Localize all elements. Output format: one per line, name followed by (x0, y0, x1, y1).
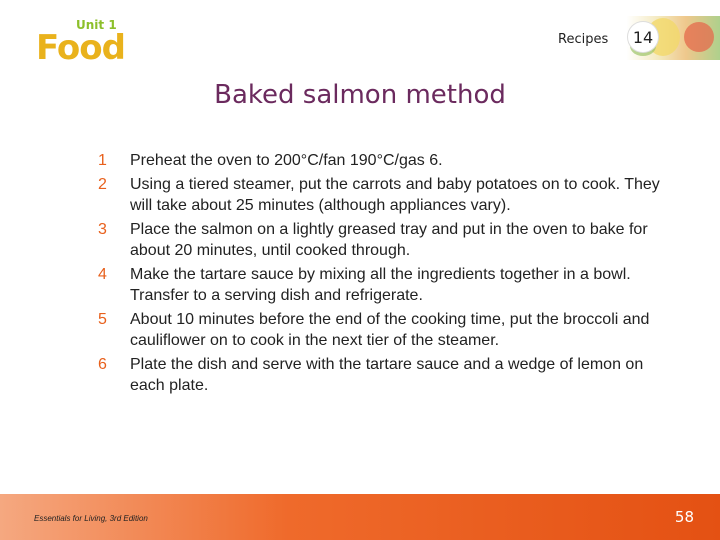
step-number: 3 (98, 220, 107, 238)
method-steps (98, 150, 678, 399)
section-label: Recipes (558, 32, 609, 47)
page-title: Baked salmon method (214, 80, 506, 110)
step-number: 1 (98, 152, 107, 169)
logo-food-text: Food (36, 28, 125, 68)
step-text: Using a tiered steamer, put the carrots and baby potatoes on to cook. They will take about 25 minutes (although appliances vary). (130, 175, 660, 214)
list-item (98, 219, 678, 262)
publication-credit: Essentials for Living, 3rd Edition (34, 514, 148, 523)
list-item (98, 264, 678, 307)
step-text: Make the tartare sauce by mixing all the ingredients together in a bowl. Transfer to a serving dish and refrigerate. (130, 265, 631, 304)
step-text: Plate the dish and serve with the tartare sauce and a wedge of lemon on each plate. (130, 355, 644, 394)
step-number: 5 (98, 310, 107, 328)
unit-food-logo (14, 14, 124, 70)
list-item (98, 354, 678, 397)
page-number: 58 (674, 508, 694, 526)
step-number: 6 (98, 355, 107, 373)
step-text: About 10 minutes before the end of the cooking time, put the broccoli and cauliflower on to cook in the next tier of the steamer. (130, 310, 650, 349)
footer-bar (0, 494, 720, 540)
recipe-number: 14 (628, 22, 658, 52)
tomato-icon (684, 22, 714, 52)
list-item (98, 174, 678, 217)
step-text: Place the salmon on a lightly greased tray and put in the oven to bake for about 20 minutes, until cooked through. (130, 220, 648, 259)
list-item (98, 309, 678, 352)
logo-unit-text: Unit 1 (76, 18, 117, 32)
step-number: 4 (98, 265, 107, 283)
header-badge (550, 16, 720, 60)
step-number: 2 (98, 175, 107, 193)
step-text: Preheat the oven to 200°C/fan 190°C/gas 6. (130, 152, 443, 169)
list-item (98, 150, 678, 172)
